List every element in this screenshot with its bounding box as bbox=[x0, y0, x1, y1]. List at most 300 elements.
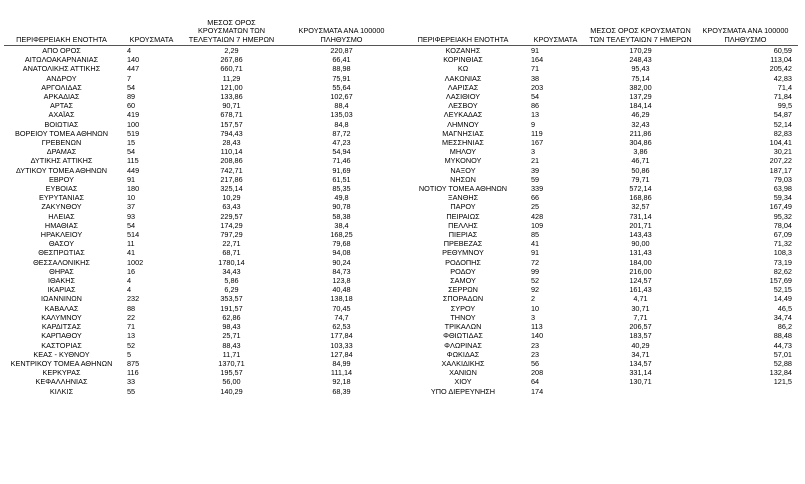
avg7-cell: 5,86 bbox=[224, 276, 239, 286]
per100k-cell: 52,15 bbox=[773, 285, 792, 295]
avg7-cell: 25,71 bbox=[222, 331, 241, 341]
region-cell: ΔΡΑΜΑΣ bbox=[46, 147, 77, 157]
region-cell: ΘΕΣΠΡΩΤΙΑΣ bbox=[38, 248, 85, 258]
region-cell: ΒΟΡΕΙΟΥ ΤΟΜΕΑ ΑΘΗΝΩΝ bbox=[14, 128, 109, 138]
table-row bbox=[4, 294, 404, 303]
per100k-cell: 74,7 bbox=[334, 312, 349, 322]
per100k-cell: 54,87 bbox=[773, 110, 792, 120]
table-row bbox=[403, 101, 798, 110]
region-cell: ΡΟΔΟΥ bbox=[450, 266, 476, 276]
table-row bbox=[403, 285, 798, 294]
region-cell: ΗΜΑΘΙΑΣ bbox=[44, 220, 79, 230]
table-row bbox=[403, 202, 798, 211]
table-row bbox=[4, 221, 404, 230]
header-region: ΠΕΡΙΦΕΡΕΙΑΚΗ ΕΝΟΤΗΤΑ bbox=[4, 12, 119, 46]
table-row bbox=[4, 175, 404, 184]
cases-cell: 519 bbox=[127, 128, 140, 138]
per100k-cell: 30,21 bbox=[773, 147, 792, 157]
avg7-cell: 174,29 bbox=[220, 220, 243, 230]
region-cell: ΡΟΔΟΠΗΣ bbox=[445, 257, 481, 267]
cases-cell: 419 bbox=[127, 110, 140, 120]
table-row bbox=[4, 387, 404, 396]
per100k-cell: 58,38 bbox=[332, 211, 351, 221]
table-row bbox=[403, 147, 798, 156]
cases-cell: 16 bbox=[127, 266, 136, 276]
region-cell: ΚΕΡΚΥΡΑΣ bbox=[42, 368, 81, 378]
per100k-cell: 138,18 bbox=[330, 294, 353, 304]
region-cell: ΘΑΣΟΥ bbox=[48, 239, 75, 249]
cases-cell: 119 bbox=[531, 128, 543, 138]
per100k-cell: 79,68 bbox=[332, 239, 351, 249]
region-cell: ΒΟΙΩΤΙΑΣ bbox=[44, 119, 79, 129]
cases-cell: 92 bbox=[531, 285, 540, 295]
table-row bbox=[4, 331, 404, 340]
per100k-cell bbox=[693, 387, 798, 396]
region-cell: ΘΗΡΑΣ bbox=[49, 266, 74, 276]
cases-cell: 55 bbox=[127, 386, 136, 396]
per100k-cell: 78,04 bbox=[773, 220, 792, 230]
avg7-cell: 46,71 bbox=[631, 156, 650, 166]
per100k-cell: 87,72 bbox=[332, 128, 351, 138]
table-row bbox=[4, 46, 404, 56]
per100k-cell: 71,46 bbox=[332, 156, 351, 166]
region-cell: ΗΛΕΙΑΣ bbox=[48, 211, 75, 221]
region-cell: ΝΟΤΙΟΥ ΤΟΜΕΑ ΑΘΗΝΩΝ bbox=[418, 184, 508, 194]
per100k-cell: 102,67 bbox=[330, 92, 353, 102]
cases-cell: 3 bbox=[531, 312, 536, 322]
per100k-cell: 47,23 bbox=[332, 138, 351, 148]
table-row bbox=[403, 156, 798, 165]
per100k-cell: 95,32 bbox=[773, 211, 792, 221]
table-row bbox=[4, 239, 404, 248]
per100k-cell: 52,14 bbox=[773, 119, 792, 129]
region-cell: ΙΘΑΚΗΣ bbox=[47, 276, 76, 286]
avg7-cell: 50,86 bbox=[631, 165, 650, 175]
region-cell: ΑΙΤΩΛΟΑΚΑΡΝΑΝΙΑΣ bbox=[24, 55, 99, 65]
cases-cell: 89 bbox=[127, 92, 136, 102]
cases-cell: 232 bbox=[127, 294, 140, 304]
cases-cell: 140 bbox=[531, 331, 544, 341]
table-row bbox=[403, 248, 798, 257]
avg7-cell: 140,29 bbox=[220, 386, 243, 396]
avg7-cell: 130,71 bbox=[629, 377, 652, 387]
table-row bbox=[4, 83, 404, 92]
table-row bbox=[403, 331, 798, 340]
per100k-cell: 67,09 bbox=[773, 230, 792, 240]
cases-cell: 4 bbox=[127, 276, 132, 286]
cases-cell: 167 bbox=[531, 138, 544, 148]
table-row bbox=[403, 276, 798, 285]
region-cell: ΕΥΡΥΤΑΝΙΑΣ bbox=[39, 193, 84, 203]
avg7-cell: 95,43 bbox=[631, 64, 650, 74]
cases-cell: 4 bbox=[127, 46, 132, 55]
table-row bbox=[403, 138, 798, 147]
region-cell: ΓΡΕΒΕΝΩΝ bbox=[41, 138, 82, 148]
table-row bbox=[403, 294, 798, 303]
region-cell: ΥΠΟ ΔΙΕΡΕΥΝΗΣΗ bbox=[430, 386, 496, 396]
table-row bbox=[403, 341, 798, 350]
cases-cell: 113 bbox=[531, 322, 543, 332]
table-row bbox=[403, 239, 798, 248]
table-row bbox=[4, 248, 404, 257]
per100k-cell: 168,25 bbox=[330, 230, 353, 240]
region-cell: ΣΑΜΟΥ bbox=[450, 276, 476, 286]
cases-cell: 91 bbox=[531, 248, 540, 258]
per100k-cell: 49,8 bbox=[334, 193, 349, 203]
cases-cell: 39 bbox=[531, 165, 540, 175]
avg7-cell: 10,29 bbox=[222, 193, 241, 203]
avg7-cell: 731,14 bbox=[629, 211, 652, 221]
region-cell: ΖΑΚΥΝΘΟΥ bbox=[41, 202, 82, 212]
table-row bbox=[403, 304, 798, 313]
region-cell: ΛΗΜΝΟΥ bbox=[447, 119, 479, 129]
per100k-cell: 90,24 bbox=[332, 257, 351, 267]
cases-table-right bbox=[403, 12, 798, 396]
avg7-cell: 248,43 bbox=[629, 55, 652, 65]
avg7-cell: 34,43 bbox=[222, 266, 241, 276]
cases-cell: 66 bbox=[531, 193, 540, 203]
region-cell: ΚΑΣΤΟΡΙΑΣ bbox=[41, 340, 82, 350]
per100k-cell: 86,2 bbox=[777, 322, 792, 332]
per100k-cell: 55,64 bbox=[332, 82, 351, 92]
per100k-cell: 84,99 bbox=[332, 358, 351, 368]
per100k-cell: 71,4 bbox=[777, 82, 792, 92]
table-row bbox=[403, 92, 798, 101]
per100k-cell: 88,98 bbox=[332, 64, 351, 74]
table-row bbox=[403, 212, 798, 221]
table-row bbox=[403, 193, 798, 202]
header-region: ΠΕΡΙΦΕΡΕΙΑΚΗ ΕΝΟΤΗΤΑ bbox=[403, 12, 523, 46]
per100k-cell: 42,83 bbox=[773, 73, 792, 83]
per100k-cell: 38,4 bbox=[334, 220, 349, 230]
per100k-cell: 88,48 bbox=[773, 331, 792, 341]
header-avg7: ΜΕΣΟΣ ΟΡΟΣ ΚΡΟΥΣΜΑΤΩΝ ΤΩΝ ΤΕΛΕΥΤΑΙΩΝ 7 ΗΜΕΡΩΝ bbox=[184, 12, 279, 46]
cases-cell: 10 bbox=[531, 303, 540, 313]
table-row bbox=[4, 322, 404, 331]
cases-cell: 10 bbox=[127, 193, 136, 203]
cases-cell: 99 bbox=[531, 266, 540, 276]
table-row bbox=[403, 387, 798, 396]
header-avg7: ΜΕΣΟΣ ΟΡΟΣ ΚΡΟΥΣΜΑΤΩΝ ΤΩΝ ΤΕΛΕΥΤΑΙΩΝ 7 ΗΜΕΡΩΝ bbox=[588, 12, 693, 46]
per100k-cell: 127,84 bbox=[330, 349, 353, 359]
cases-cell: 109 bbox=[531, 220, 544, 230]
header-per100k: ΚΡΟΥΣΜΑΤΑ ΑΝΑ 100000 ΠΛΗΘΥΣΜΟ bbox=[279, 12, 404, 46]
region-cell: ΣΠΟΡΑΔΩΝ bbox=[442, 294, 484, 304]
region-cell: ΛΕΥΚΑΔΑΣ bbox=[443, 110, 483, 120]
per100k-cell: 103,33 bbox=[330, 340, 353, 350]
cases-cell: 54 bbox=[127, 147, 136, 157]
table-row bbox=[403, 175, 798, 184]
region-cell: ΚΕΑΣ - ΚΥΘΝΟΥ bbox=[33, 349, 90, 359]
cases-cell: 25 bbox=[531, 202, 540, 212]
table-row bbox=[403, 74, 798, 83]
table-row bbox=[4, 368, 404, 377]
avg7-cell: 56,00 bbox=[222, 377, 241, 387]
cases-cell: 174 bbox=[531, 386, 544, 396]
cases-cell: 15 bbox=[127, 138, 136, 148]
per100k-cell: 71,32 bbox=[773, 239, 792, 249]
per100k-cell: 82,83 bbox=[773, 128, 792, 138]
cases-cell: 59 bbox=[531, 174, 540, 184]
cases-cell: 71 bbox=[127, 322, 136, 332]
region-cell: ΦΩΚΙΔΑΣ bbox=[446, 349, 480, 359]
per100k-cell: 57,01 bbox=[773, 349, 792, 359]
table-row bbox=[4, 212, 404, 221]
table-row bbox=[403, 110, 798, 119]
cases-cell: 85 bbox=[531, 230, 540, 240]
avg7-cell: 660,71 bbox=[220, 64, 243, 74]
cases-cell: 52 bbox=[127, 340, 136, 350]
table-row bbox=[4, 74, 404, 83]
cases-cell: 52 bbox=[531, 276, 540, 286]
avg7-cell: 267,86 bbox=[220, 55, 243, 65]
region-cell: ΣΕΡΡΩΝ bbox=[448, 285, 478, 295]
cases-cell: 71 bbox=[531, 64, 540, 74]
per100k-cell: 71,84 bbox=[773, 92, 792, 102]
per100k-cell: 207,22 bbox=[769, 156, 792, 166]
cases-cell: 449 bbox=[127, 165, 140, 175]
per100k-cell: 63,98 bbox=[773, 184, 792, 194]
per100k-cell: 121,5 bbox=[773, 377, 792, 387]
avg7-cell: 208,86 bbox=[220, 156, 243, 166]
table-row bbox=[403, 258, 798, 267]
avg7-cell: 794,43 bbox=[220, 128, 243, 138]
cases-cell: 60 bbox=[127, 101, 136, 111]
table-row bbox=[4, 184, 404, 193]
per100k-cell: 73,19 bbox=[773, 257, 792, 267]
per100k-cell: 123,8 bbox=[332, 276, 351, 286]
table-row bbox=[403, 368, 798, 377]
left-table-panel bbox=[4, 12, 404, 396]
cases-cell: 5 bbox=[127, 349, 132, 359]
avg7-cell: 216,00 bbox=[629, 266, 652, 276]
avg7-cell: 11,71 bbox=[222, 349, 241, 359]
cases-cell: 11 bbox=[127, 239, 135, 249]
region-cell: ΑΡΓΟΛΙΔΑΣ bbox=[41, 82, 82, 92]
region-cell: ΔΥΤΙΚΟΥ ΤΟΜΕΑ ΑΘΗΝΩΝ bbox=[15, 165, 108, 175]
region-cell: ΝΑΞΟΥ bbox=[450, 165, 476, 175]
table-row bbox=[403, 267, 798, 276]
table-row bbox=[403, 359, 798, 368]
table-row bbox=[4, 92, 404, 101]
avg7-cell: 7,71 bbox=[633, 312, 648, 322]
avg7-cell: 30,71 bbox=[631, 303, 650, 313]
region-cell: ΕΥΒΟΙΑΣ bbox=[45, 184, 78, 194]
cases-cell: 33 bbox=[127, 377, 136, 387]
header-cases: ΚΡΟΥΣΜΑΤΑ bbox=[119, 12, 184, 46]
avg7-cell: 79,71 bbox=[631, 174, 650, 184]
per100k-cell: 34,74 bbox=[773, 312, 792, 322]
region-cell: ΕΒΡΟΥ bbox=[49, 174, 74, 184]
region-cell: ΦΛΩΡΙΝΑΣ bbox=[444, 340, 482, 350]
avg7-cell: 229,57 bbox=[220, 211, 243, 221]
table-row bbox=[403, 230, 798, 239]
avg7-cell: 206,57 bbox=[629, 322, 652, 332]
right-table-panel bbox=[403, 12, 798, 396]
cases-cell: 9 bbox=[531, 119, 536, 129]
region-cell: ΛΑΡΙΣΑΣ bbox=[447, 82, 479, 92]
cases-cell: 54 bbox=[531, 92, 540, 102]
table-row bbox=[4, 64, 404, 73]
table-row bbox=[403, 322, 798, 331]
per100k-cell: 75,91 bbox=[332, 73, 351, 83]
cases-cell: 88 bbox=[127, 303, 136, 313]
region-cell: ΚΕΝΤΡΙΚΟΥ ΤΟΜΕΑ ΑΘΗΝΩΝ bbox=[10, 358, 113, 368]
table-row bbox=[4, 258, 404, 267]
region-cell: ΑΡΤΑΣ bbox=[49, 101, 74, 111]
cases-cell: 56 bbox=[531, 358, 540, 368]
per100k-cell: 70,45 bbox=[332, 303, 351, 313]
cases-cell: 86 bbox=[531, 101, 540, 111]
cases-cell: 37 bbox=[127, 202, 136, 212]
avg7-cell: 184,14 bbox=[629, 101, 652, 111]
header-cases: ΚΡΟΥΣΜΑΤΑ bbox=[523, 12, 588, 46]
per100k-cell: 84,8 bbox=[334, 119, 349, 129]
per100k-cell: 99,5 bbox=[777, 101, 792, 111]
cases-cell: 23 bbox=[531, 340, 540, 350]
per100k-cell: 94,08 bbox=[332, 248, 351, 258]
avg7-cell: 1370,71 bbox=[218, 358, 245, 368]
avg7-cell: 75,14 bbox=[631, 73, 650, 83]
per100k-cell: 91,69 bbox=[332, 165, 351, 175]
cases-cell: 2 bbox=[531, 294, 536, 304]
region-cell: ΜΗΛΟΥ bbox=[449, 147, 477, 157]
region-cell: ΧΑΝΙΩΝ bbox=[449, 368, 477, 378]
avg7-cell: 62,86 bbox=[222, 312, 241, 322]
cases-cell: 93 bbox=[127, 211, 136, 221]
per100k-cell: 14,49 bbox=[773, 294, 792, 304]
avg7-cell bbox=[588, 387, 693, 396]
per100k-cell: 84,73 bbox=[332, 266, 351, 276]
per100k-cell: 111,14 bbox=[330, 368, 353, 378]
avg7-cell: 4,71 bbox=[633, 294, 648, 304]
region-cell: ΚΑΡΔΙΤΣΑΣ bbox=[41, 322, 82, 332]
avg7-cell: 157,57 bbox=[220, 119, 243, 129]
cases-cell: 428 bbox=[531, 211, 544, 221]
per100k-cell: 88,4 bbox=[334, 101, 349, 111]
avg7-cell: 168,86 bbox=[629, 193, 652, 203]
avg7-cell: 134,57 bbox=[629, 358, 652, 368]
cases-cell: 3 bbox=[531, 147, 536, 157]
table-row bbox=[403, 55, 798, 64]
per100k-cell: 40,48 bbox=[332, 285, 351, 295]
cases-cell: 91 bbox=[127, 174, 136, 184]
avg7-cell: 28,43 bbox=[222, 138, 241, 148]
table-row bbox=[403, 46, 798, 56]
region-cell: ΑΝΔΡΟΥ bbox=[46, 73, 77, 83]
per100k-cell: 187,17 bbox=[769, 165, 792, 175]
table-row bbox=[4, 129, 404, 138]
region-cell: ΠΑΡΟΥ bbox=[450, 202, 476, 212]
cases-cell: 38 bbox=[531, 73, 540, 83]
per100k-cell: 92,18 bbox=[332, 377, 351, 387]
avg7-cell: 2,29 bbox=[224, 46, 239, 55]
table-row bbox=[4, 359, 404, 368]
avg7-cell: 88,43 bbox=[222, 340, 241, 350]
region-cell: ΜΑΓΝΗΣΙΑΣ bbox=[442, 128, 484, 138]
cases-cell: 1002 bbox=[127, 257, 144, 267]
table-row bbox=[403, 184, 798, 193]
avg7-cell: 34,71 bbox=[631, 349, 650, 359]
avg7-cell: 742,71 bbox=[220, 165, 243, 175]
region-cell: ΘΕΣΣΑΛΟΝΙΚΗΣ bbox=[33, 257, 90, 267]
table-row bbox=[4, 138, 404, 147]
table-row bbox=[4, 120, 404, 129]
avg7-cell: 195,57 bbox=[220, 368, 243, 378]
cases-cell: 339 bbox=[531, 184, 544, 194]
region-cell: ΑΠΟ ΟΡΟΣ bbox=[42, 46, 81, 55]
table-row bbox=[403, 221, 798, 230]
avg7-cell: 137,29 bbox=[629, 92, 652, 102]
avg7-cell: 1780,14 bbox=[218, 257, 245, 267]
region-cell: ΑΧΑΪΑΣ bbox=[48, 110, 75, 120]
region-cell: ΚΙΛΚΙΣ bbox=[49, 386, 74, 396]
per100k-cell: 90,78 bbox=[332, 202, 351, 212]
table-row bbox=[403, 166, 798, 175]
region-cell: ΧΑΛΚΙΔΙΚΗΣ bbox=[441, 358, 485, 368]
per100k-cell: 157,69 bbox=[769, 276, 792, 286]
avg7-cell: 124,57 bbox=[629, 276, 652, 286]
cases-cell: 13 bbox=[127, 331, 136, 341]
table-row bbox=[4, 267, 404, 276]
region-cell: ΚΑΡΠΑΘΟΥ bbox=[41, 331, 82, 341]
region-cell: ΚΑΛΥΜΝΟΥ bbox=[41, 312, 82, 322]
region-cell: ΑΝΑΤΟΛΙΚΗΣ ΑΤΤΙΚΗΣ bbox=[22, 64, 101, 74]
right-table-body bbox=[403, 46, 798, 396]
avg7-cell: 22,71 bbox=[222, 239, 241, 249]
cases-cell: 41 bbox=[127, 248, 136, 258]
region-cell: ΚΑΒΑΛΑΣ bbox=[44, 303, 79, 313]
cases-cell: 41 bbox=[531, 239, 540, 249]
table-row bbox=[4, 166, 404, 175]
table-row bbox=[4, 147, 404, 156]
table-row bbox=[4, 202, 404, 211]
per100k-cell: 132,84 bbox=[769, 368, 792, 378]
region-cell: ΡΕΘΥΜΝΟΥ bbox=[442, 248, 484, 258]
avg7-cell: 382,00 bbox=[629, 82, 652, 92]
avg7-cell: 63,43 bbox=[222, 202, 241, 212]
table-row bbox=[4, 304, 404, 313]
per100k-cell: 52,88 bbox=[773, 358, 792, 368]
avg7-cell: 32,57 bbox=[631, 202, 650, 212]
per100k-cell: 62,53 bbox=[332, 322, 351, 332]
avg7-cell: 184,00 bbox=[629, 257, 652, 267]
region-cell: ΛΕΣΒΟΥ bbox=[448, 101, 478, 111]
region-cell: ΚΕΦΑΛΛΗΝΙΑΣ bbox=[35, 377, 88, 387]
per100k-cell: 59,34 bbox=[773, 193, 792, 203]
cases-cell: 91 bbox=[531, 46, 540, 55]
cases-cell: 54 bbox=[127, 82, 136, 92]
avg7-cell: 133,86 bbox=[220, 92, 243, 102]
avg7-cell: 40,29 bbox=[631, 340, 650, 350]
region-cell: ΚΟΡΙΝΘΙΑΣ bbox=[443, 55, 483, 65]
avg7-cell: 211,86 bbox=[629, 128, 652, 138]
table-row bbox=[4, 55, 404, 64]
cases-cell: 203 bbox=[531, 82, 544, 92]
avg7-cell: 191,57 bbox=[220, 303, 243, 313]
table-row bbox=[4, 350, 404, 359]
cases-cell: 514 bbox=[127, 230, 140, 240]
cases-cell: 7 bbox=[127, 73, 132, 83]
per100k-cell: 135,03 bbox=[330, 110, 353, 120]
header-row bbox=[4, 12, 404, 46]
region-cell: ΠΡΕΒΕΖΑΣ bbox=[443, 239, 483, 249]
avg7-cell: 161,43 bbox=[629, 285, 652, 295]
avg7-cell: 797,29 bbox=[220, 230, 243, 240]
table-row bbox=[4, 313, 404, 322]
avg7-cell: 110,14 bbox=[220, 147, 243, 157]
per100k-cell: 177,84 bbox=[330, 331, 353, 341]
